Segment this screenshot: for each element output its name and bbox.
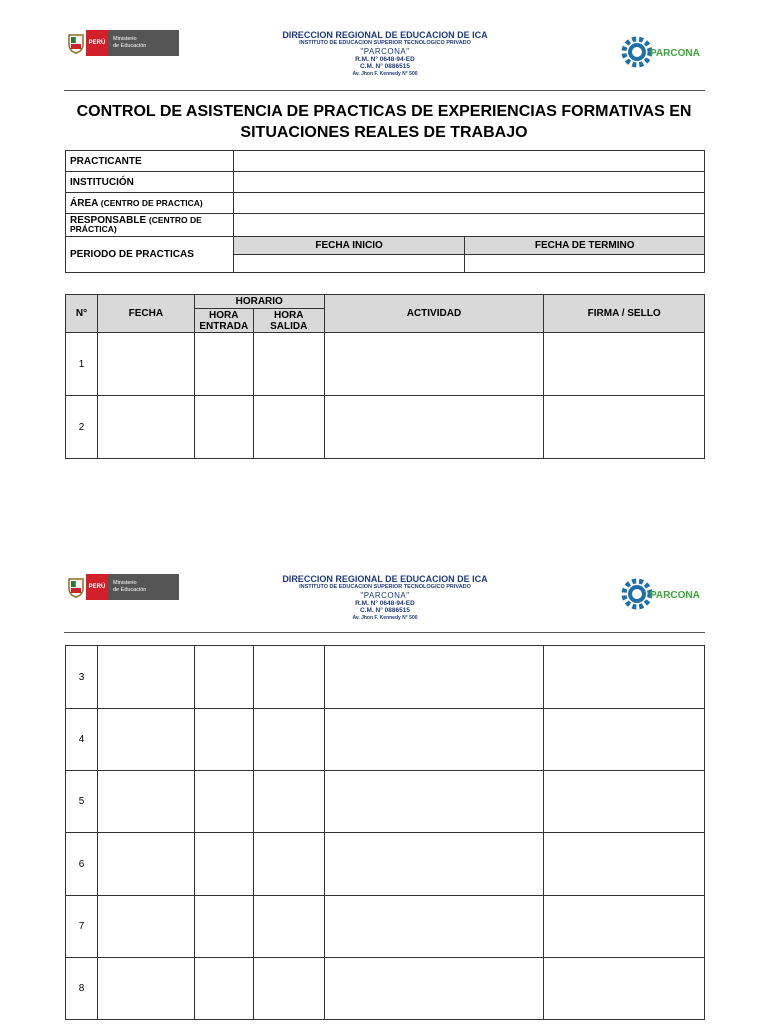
hora-salida-cell[interactable] [253, 896, 324, 958]
row-number: 2 [66, 396, 98, 459]
row-number: 6 [66, 833, 98, 896]
hora-salida-cell[interactable] [253, 958, 324, 1020]
col-firma-header: FIRMA / SELLO [544, 295, 705, 333]
col-fecha-header: FECHA [97, 295, 194, 333]
actividad-cell[interactable] [324, 709, 544, 771]
table-row [66, 958, 705, 1020]
ministry-label-line2: de Educación [113, 43, 147, 49]
hora-entrada-line1: HORA [209, 309, 239, 321]
fecha-inicio-header: FECHA INICIO [233, 237, 465, 255]
firma-cell[interactable] [544, 771, 705, 833]
responsable-label-sub1: (CENTRO DE [148, 215, 202, 225]
institucion-field[interactable] [233, 172, 704, 193]
col-no-header: N° [66, 295, 98, 333]
hora-salida-cell[interactable] [253, 833, 324, 896]
actividad-cell[interactable] [324, 896, 544, 958]
col-hora-salida-header [253, 309, 324, 333]
fecha-cell[interactable] [97, 333, 194, 396]
row-number: 1 [66, 333, 98, 396]
col-hora-entrada-header [194, 309, 253, 333]
hora-entrada-cell[interactable] [194, 771, 253, 833]
fecha-cell[interactable] [97, 396, 194, 459]
parcona-logo-text: PARCONA [650, 48, 700, 59]
row-number: 3 [66, 646, 98, 709]
gear-icon [620, 34, 700, 72]
fecha-inicio-field[interactable] [233, 255, 465, 273]
firma-cell[interactable] [544, 958, 705, 1020]
page-header [0, 30, 768, 90]
gear-icon [620, 576, 700, 614]
ministry-logo [66, 30, 179, 56]
attendance-table [65, 294, 705, 459]
ministry-label [108, 30, 179, 56]
header-line1: DIRECCION REGIONAL DE EDUCACION DE ICA [282, 574, 488, 584]
header-line6: Av. Jhon F. Kennedy N° 500 [352, 70, 418, 77]
responsable-field[interactable] [233, 214, 704, 237]
hora-salida-cell[interactable] [253, 709, 324, 771]
parcona-logo [620, 34, 700, 72]
firma-cell[interactable] [544, 333, 705, 396]
area-label [66, 193, 234, 214]
responsable-label-sub2: PRÁCTICA) [70, 224, 117, 234]
peru-shield-icon [66, 30, 86, 56]
fecha-cell[interactable] [97, 771, 194, 833]
hora-entrada-cell[interactable] [194, 833, 253, 896]
ministry-label [108, 574, 179, 600]
hora-salida-cell[interactable] [253, 771, 324, 833]
table-row [66, 771, 705, 833]
hora-salida-line2: SALIDA [270, 320, 308, 332]
attendance-table-continued [65, 645, 705, 1020]
practicante-label: PRACTICANTE [66, 151, 234, 172]
header-divider-2 [64, 632, 705, 633]
table-row [66, 896, 705, 958]
row-number: 7 [66, 896, 98, 958]
hora-salida-line1: HORA [273, 309, 304, 321]
fecha-termino-field[interactable] [465, 255, 705, 273]
row-number: 5 [66, 771, 98, 833]
actividad-cell[interactable] [324, 396, 544, 459]
header-line2: INSTITUTO DE EDUCACION SUPERIOR TECNOLOGICO PRIVADO [299, 584, 471, 590]
periodo-label: PERIODO DE PRACTICAS [66, 237, 234, 273]
fecha-cell[interactable] [97, 646, 194, 709]
hora-entrada-cell[interactable] [194, 333, 253, 396]
fecha-cell[interactable] [97, 833, 194, 896]
header-line3: "PARCONA" [360, 590, 410, 600]
firma-cell[interactable] [544, 396, 705, 459]
page-header-2 [0, 574, 768, 634]
institution-header [230, 31, 540, 77]
hora-entrada-cell[interactable] [194, 709, 253, 771]
row-number: 4 [66, 709, 98, 771]
header-line6: Av. Jhon F. Kennedy N° 500 [352, 614, 418, 621]
practicante-field[interactable] [233, 151, 704, 172]
title-line1: CONTROL DE ASISTENCIA DE PRACTICAS DE EXPERIENCIAS FORMATIVAS EN [76, 103, 692, 120]
responsable-label [66, 214, 234, 237]
area-label-sub: (CENTRO DE PRACTICA) [100, 197, 203, 208]
institucion-label: INSTITUCIÓN [66, 172, 234, 193]
table-row [66, 833, 705, 896]
ministry-label-line2: de Educación [113, 587, 147, 593]
hora-salida-cell[interactable] [253, 646, 324, 709]
hora-salida-cell[interactable] [253, 333, 324, 396]
parcona-logo-text: PARCONA [650, 590, 700, 601]
table-row [66, 333, 705, 396]
hora-salida-cell[interactable] [253, 396, 324, 459]
fecha-cell[interactable] [97, 709, 194, 771]
table-row [66, 709, 705, 771]
ministry-logo [66, 574, 179, 600]
ministry-label-line1: Ministerio [113, 580, 137, 586]
header-line4: R.M. N° 0648-94-ED [355, 55, 415, 63]
info-table [65, 150, 705, 273]
institution-header [230, 575, 540, 621]
peru-label: PERÚ [86, 30, 108, 56]
table-row [66, 646, 705, 709]
hora-entrada-cell[interactable] [194, 646, 253, 709]
fecha-termino-header: FECHA DE TERMINO [465, 237, 705, 255]
page-title [40, 101, 728, 143]
firma-cell[interactable] [544, 709, 705, 771]
firma-cell[interactable] [544, 896, 705, 958]
actividad-cell[interactable] [324, 333, 544, 396]
col-horario-header: HORARIO [194, 295, 324, 309]
actividad-cell[interactable] [324, 833, 544, 896]
actividad-cell[interactable] [324, 771, 544, 833]
header-line3: "PARCONA" [360, 46, 410, 56]
title-line2: SITUACIONES REALES DE TRABAJO [240, 124, 528, 141]
firma-cell[interactable] [544, 646, 705, 709]
header-line5: C.M. N° 0886515 [360, 63, 410, 70]
header-line2: INSTITUTO DE EDUCACION SUPERIOR TECNOLOGICO PRIVADO [299, 40, 471, 46]
actividad-cell[interactable] [324, 958, 544, 1020]
hora-entrada-cell[interactable] [194, 396, 253, 459]
firma-cell[interactable] [544, 833, 705, 896]
responsable-label-text: RESPONSABLE [70, 215, 147, 226]
hora-entrada-cell[interactable] [194, 896, 253, 958]
hora-entrada-cell[interactable] [194, 958, 253, 1020]
col-actividad-header: ACTIVIDAD [324, 295, 544, 333]
peru-label: PERÚ [86, 574, 108, 600]
table-row [66, 396, 705, 459]
header-line5: C.M. N° 0886515 [360, 607, 410, 614]
hora-entrada-line2: ENTRADA [199, 320, 249, 332]
ministry-label-line1: Ministerio [113, 36, 137, 42]
header-divider [64, 90, 705, 91]
row-number: 8 [66, 958, 98, 1020]
parcona-logo [620, 576, 700, 614]
area-field[interactable] [233, 193, 704, 214]
actividad-cell[interactable] [324, 646, 544, 709]
header-line1: DIRECCION REGIONAL DE EDUCACION DE ICA [282, 30, 488, 40]
area-label-text: ÁREA [70, 197, 98, 209]
fecha-cell[interactable] [97, 958, 194, 1020]
peru-shield-icon [66, 574, 86, 600]
header-line4: R.M. N° 0648-94-ED [355, 599, 415, 607]
fecha-cell[interactable] [97, 896, 194, 958]
